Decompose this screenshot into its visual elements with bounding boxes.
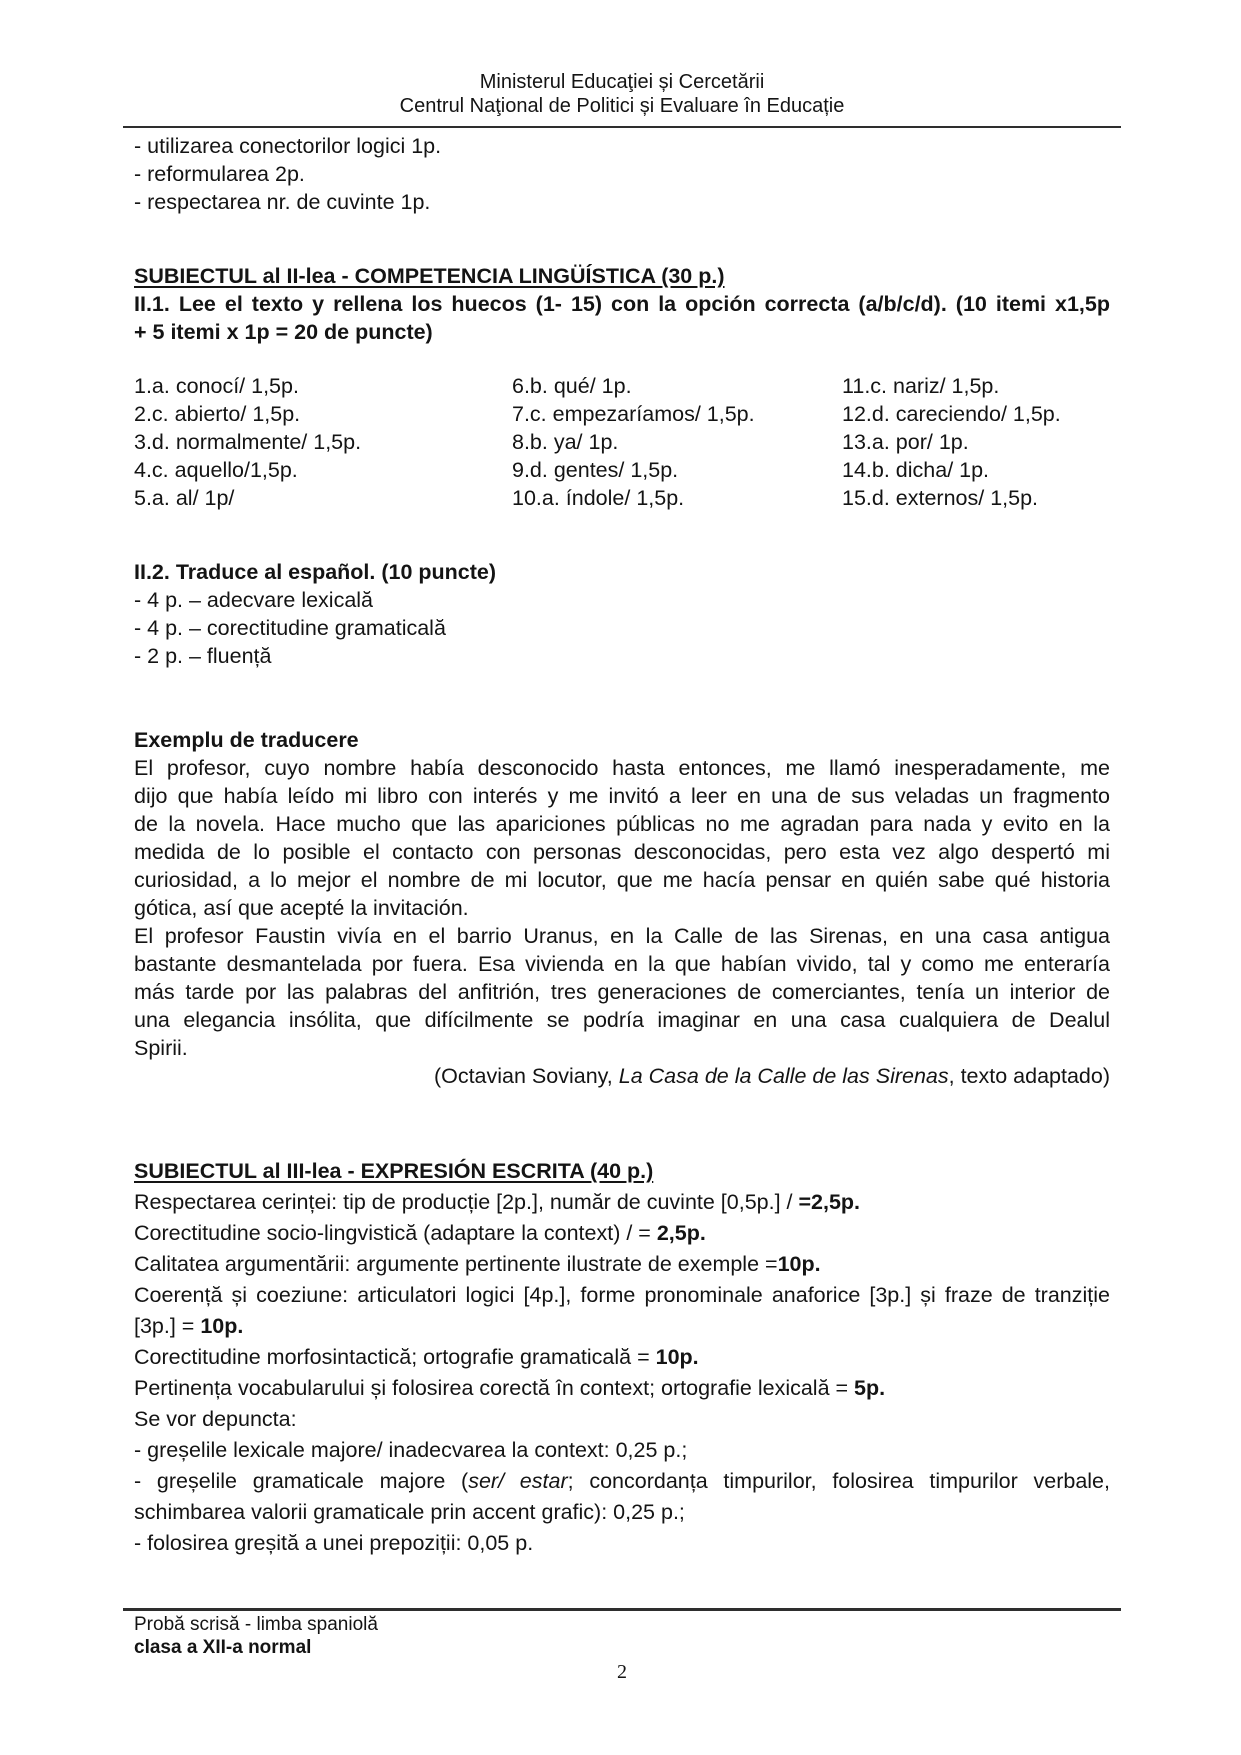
criterion-pertinenta [134,1373,1110,1404]
attribution-work-title: La Casa de la Calle de las Sirenas [618,1064,949,1088]
answer-item: 15.d. externos/ 1,5p. [842,486,1039,510]
criterion-text: [3p.] = [134,1314,201,1338]
criterion-coerenta-line2 [134,1311,1110,1342]
paragraph-line: El profesor, cuyo nombre había desconocido hasta entonces, me llamó inesperadamente, me [134,756,1110,780]
answer-item: 2.c. abierto/ 1,5p. [134,402,301,426]
answer-item: 5.a. al/ 1p/ [134,486,235,510]
paragraph-line: bastante desmantelada por fuera. Esa vivienda en la que habían vivido, tal y como me enteraría [134,952,1110,976]
intro-criteria-item: - respectarea nr. de cuvinte 1p. [134,190,431,214]
answer-item: 7.c. empezaríamos/ 1,5p. [512,402,755,426]
criterion-text: Corectitudine socio-lingvistică (adaptare la context) / = [134,1221,657,1245]
task2-criteria-item: - 4 p. – corectitudine gramaticală [134,616,446,640]
intro-criteria-item: - utilizarea conectorilor logici 1p. [134,134,442,158]
page-content [134,0,1110,1684]
answers-column-3 [842,372,1110,512]
paragraph-line: dijo que había leído mi libro con interés y me invitó a leer en una de sus veladas un fragmento [134,784,1110,808]
penalty-italic-term: ser/ estar [468,1469,568,1493]
criterion-points: 2,5p. [656,1221,706,1245]
criterion-points: 5p. [854,1376,886,1400]
answer-item: 14.b. dicha/ 1p. [842,458,990,482]
page-number: 2 [617,1661,627,1683]
translation-paragraph-2 [134,922,1110,1062]
paragraph-line: gótica, así que acepté la invitación. [134,896,469,920]
translation-paragraph-1 [134,754,1110,922]
answer-item: 12.d. careciendo/ 1,5p. [842,402,1061,426]
criterion-points: 10p. [655,1345,699,1369]
paragraph-line: curiosidad, a lo mejor el nombre de mi locutor, que me hacía pensar en quién sabe qué historia [134,868,1110,892]
criterion-socio-lingvistic [134,1218,1110,1249]
subject2-task1-line2: + 5 itemi x 1p = 20 de puncte) [134,320,433,344]
answers-column-1 [134,372,512,512]
paragraph-line: Spirii. [134,1036,188,1060]
paragraph-line: una elegancia insólita, que difícilmente se podría imaginar en una casa cualquiera de Dealul [134,1008,1110,1032]
answer-item: 8.b. ya/ 1p. [512,430,619,454]
answers-column-2 [512,372,842,512]
criterion-points: =2,5p. [798,1190,861,1214]
criterion-respectarea [134,1187,1110,1218]
task2-criteria-item: - 4 p. – adecvare lexicală [134,588,374,612]
subject3-title: SUBIECTUL al III-lea - EXPRESIÓN ESCRITA (40 p.) [134,1159,654,1183]
penalties-title: Se vor depuncta: [134,1407,297,1431]
paragraph-line: de la novela. Hace mucho que las apariciones públicas no me agradan para nada y evito en la [134,812,1110,836]
penalty-text: ; concordanța timpurilor, folosirea timpurilor verbale, [567,1469,1110,1493]
paragraph-line: más tarde por las palabras del anfitrión, tres generaciones de comerciantes, tenía un interior de [134,980,1110,1004]
translation-example-title: Exemplu de traducere [134,728,359,752]
attribution-suffix: , texto adaptado) [948,1064,1110,1088]
criterion-points: 10p. [200,1314,244,1338]
subject2-title: SUBIECTUL al II-lea - COMPETENCIA LINGÜÍSTICA (30 p.) [134,264,725,288]
task2-criteria-item: - 2 p. – fluență [134,644,272,668]
ministry-header [134,0,1110,118]
answer-item: 13.a. por/ 1p. [842,430,969,454]
header-divider [123,126,1121,128]
penalty-item-2-line2: schimbarea valorii gramaticale prin accent grafic): 0,25 p.; [134,1500,685,1524]
footer-exam-line: Probă scrisă - limba spaniolă [134,1614,378,1635]
criterion-calitatea [134,1249,1110,1280]
penalty-text: - greșelile gramaticale majore ( [134,1469,469,1493]
answer-item: 9.d. gentes/ 1,5p. [512,458,679,482]
answer-item: 6.b. qué/ 1p. [512,374,632,398]
penalty-item-3: - folosirea greșită a unei prepoziții: 0,05 p. [134,1531,534,1555]
criterion-coerenta-line1: Coerență și coeziune: articulatori logici [4p.], forme pronominale anaforice [3p.] și fraze de tranziție [134,1283,1110,1307]
criterion-text: Pertinența vocabularului și folosirea corectă în context; ortografie lexicală = [134,1376,855,1400]
paragraph-line: medida de lo posible el contacto con personas desconocidas, pero esta vez algo despertó mi [134,840,1110,864]
answer-item: 3.d. normalmente/ 1,5p. [134,430,362,454]
answer-item: 10.a. índole/ 1,5p. [512,486,685,510]
answer-item: 11.c. nariz/ 1,5p. [842,374,1000,398]
attribution-prefix: (Octavian Soviany, [433,1064,619,1088]
footer-class-line: clasa a XII-a normal [134,1637,312,1658]
penalty-item-2-line1 [134,1466,1110,1497]
paragraph-line: El profesor Faustin vivía en el barrio Uranus, en la Calle de las Sirenas, en una casa antigua [134,924,1110,948]
subject2-task2-title: II.2. Traduce al español. (10 puncte) [134,560,497,584]
page-footer [134,1613,1110,1659]
ministry-header-line1: Ministerul Educaţiei și Cercetării [479,71,765,93]
intro-criteria-item: - reformularea 2p. [134,162,305,186]
footer-divider [123,1608,1121,1611]
criterion-morfosintactic [134,1342,1110,1373]
criterion-text: Calitatea argumentării: argumente pertinente ilustrate de exemple = [134,1252,778,1276]
answers-grid [134,372,1110,512]
ministry-header-line2: Centrul Naţional de Politici și Evaluare în Educație [399,95,845,117]
criterion-points: 10p. [777,1252,821,1276]
intro-criteria-list [134,132,1110,216]
penalty-item-1: - greșelile lexicale majore/ inadecvarea la context: 0,25 p.; [134,1438,688,1462]
criterion-text: Corectitudine morfosintactică; ortografie gramaticală = [134,1345,656,1369]
subject2-task1-line1: II.1. Lee el texto y rellena los huecos (1- 15) con la opción correcta (a/b/c/d). (10 itemi x1,5p [134,292,1110,316]
source-attribution [134,1062,1110,1090]
criterion-text: Respectarea cerinței: tip de producție [2p.], număr de cuvinte [0,5p.] / [134,1190,799,1214]
answer-item: 4.c. aquello/1,5p. [134,458,298,482]
answer-item: 1.a. conocí/ 1,5p. [134,374,299,398]
